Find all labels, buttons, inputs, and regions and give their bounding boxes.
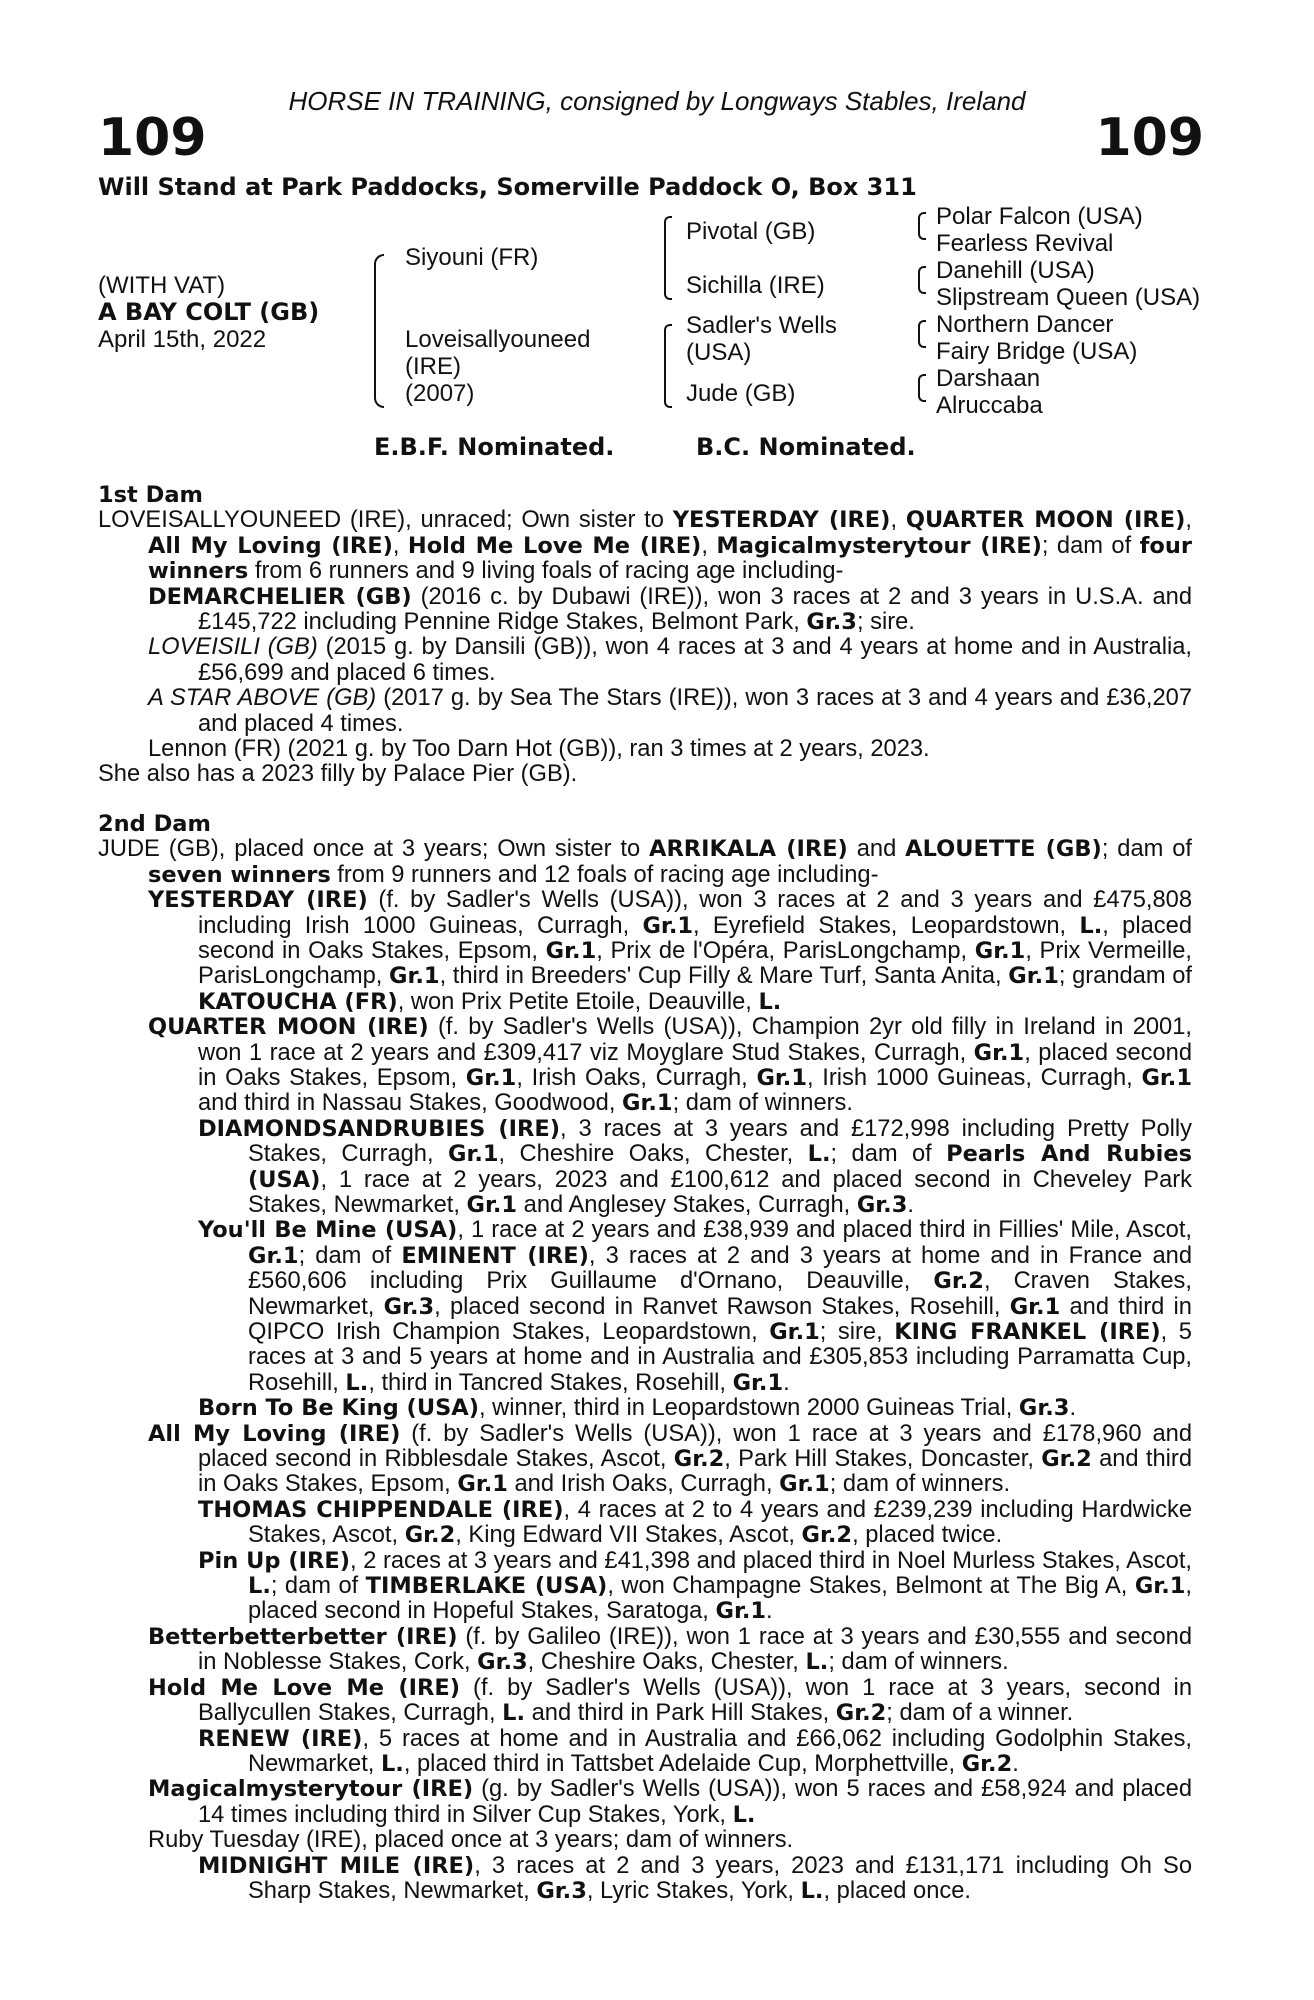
second-dam-progeny-list (98, 888, 1192, 1904)
progeny-hold-me-love-me: Hold Me Love Me (IRE) (f. by Sadler's Wells (USA)), won 1 race at 3 years, second in Ballycullen Stakes, Curragh, L. and third in Park Hill Stakes, Gr.2; dam of a winner. (148, 1674, 1192, 1727)
sds: Danehill (USA) (936, 257, 1095, 284)
progeny-betterbetterbetter: Betterbetterbetter (IRE) (f. by Galileo (IRE)), won 1 race at 3 years and £30,555 and second in Noblesse Stakes, Cork, Gr.3, Cheshire Oaks, Chester, L.; dam of winners. (148, 1623, 1192, 1676)
progeny-demarchelier: DEMARCHELIER (GB) (2016 c. by Dubawi (IRE)), won 3 races at 2 and 3 years in U.S.A. and £145,722 including Pennine Ridge Stakes, Belmont Park, Gr.3; sire. (148, 583, 1192, 636)
dam-line-2: (IRE) (405, 353, 461, 380)
progeny-pin-up: Pin Up (IRE), 2 races at 3 years and £41,398 and placed third in Noel Murless Stakes, Ascot, L.; dam of TIMBERLAKE (USA), won Champagne Stakes, Belmont at The Big A, Gr.1, placed second in Hopeful Stakes, Saratoga, Gr.1. (198, 1547, 1192, 1625)
progeny-yesterday: YESTERDAY (IRE) (f. by Sadler's Wells (USA)), won 3 races at 2 and 3 years and £475,808 including Irish 1000 Guineas, Curragh, Gr.1, Eyrefield Stakes, Leopardstown, L., placed second in Oaks Stakes, Epsom, Gr.1, Prix de l'Opéra, ParisLongchamp, Gr.1, Prix Vermeille, ParisLongchamp, Gr.1, third in Breeders' Cup Filly & Mare Turf, Santa Anita, Gr.1; grandam of KATOUCHA (FR), won Prix Petite Etoile, Deauville, L. (148, 887, 1193, 1015)
vat-note: (WITH VAT) (98, 272, 226, 299)
ssd: Fearless Revival (936, 230, 1114, 257)
lot-number-right: 109 (1095, 108, 1204, 168)
progeny-ruby-tuesday: Ruby Tuesday (IRE), placed once at 3 years; dam of winners. (148, 1827, 794, 1854)
sdd: Slipstream Queen (USA) (936, 284, 1201, 311)
progeny-magicalmysterytour: Magicalmysterytour (IRE) (g. by Sadler's Wells (USA)), won 5 races and £58,924 and placed 14 times including third in Silver Cup Stakes, York, L. (148, 1776, 1193, 1828)
progeny-all-my-loving: All My Loving (IRE) (f. by Sadler's Wells (USA)), won 1 race at 3 years and £178,960 and placed second in Ribblesdale Stakes, Ascot, Gr.2, Park Hill Stakes, Doncaster, Gr.2 and third in Oaks Stakes, Epsom, Gr.1 and Irish Oaks, Curragh, Gr.1; dam of winners. (148, 1420, 1192, 1498)
pedigree-brace-main (374, 254, 384, 408)
pedigree-brace-sd (918, 266, 926, 294)
sire-sire: Pivotal (GB) (686, 218, 816, 245)
progeny-thomas-chippendale: THOMAS CHIPPENDALE (IRE), 4 races at 2 to 4 years and £239,239 including Hardwicke Stakes, Ascot, Gr.2, King Edward VII Stakes, Ascot, Gr.2, placed twice. (198, 1496, 1192, 1549)
progeny-a-star-above: A STAR ABOVE (GB) (2017 g. by Sea The Stars (IRE)), won 3 races at 3 and 4 years and £36,207 and placed 4 times. (148, 685, 1192, 737)
dds: Darshaan (936, 365, 1041, 392)
progeny-loveisili: LOVEISILI (GB) (2015 g. by Dansili (GB)), won 4 races at 3 and 4 years at home and in Australia, £56,699 and placed 6 times. (148, 634, 1193, 686)
dam-line-3: (2007) (405, 380, 475, 407)
dam-dam: Jude (GB) (686, 380, 796, 407)
pedigree-brace-dam (664, 324, 672, 408)
progeny-lennon: Lennon (FR) (2021 g. by Too Darn Hot (GB)), ran 3 times at 2 years, 2023. (148, 736, 930, 763)
lot-number-left: 109 (98, 108, 207, 168)
bc-nomination: B.C. Nominated. (696, 433, 916, 461)
first-dam-paragraph: LOVEISALLYOUNEED (IRE), unraced; Own sister to YESTERDAY (IRE), QUARTER MOON (IRE), All My Loving (IRE), Hold Me Love Me (IRE), Magicalmysterytour (IRE); dam of four winners from 6 runners and 9 living foals of racing age including- (98, 507, 1192, 585)
ebf-nomination: E.B.F. Nominated. (374, 433, 615, 461)
dam-sire-line-1: Sadler's Wells (686, 312, 837, 339)
second-dam-paragraph: JUDE (GB), placed once at 3 years; Own sister to ARRIKALA (IRE) and ALOUETTE (GB); dam of seven winners from 9 runners and 12 foals of racing age including- (98, 836, 1193, 888)
pedigree-brace-sire (664, 216, 672, 300)
progeny-midnight-mile: MIDNIGHT MILE (IRE), 3 races at 2 and 3 years, 2023 and £131,171 including Oh So Sharp Stakes, Newmarket, Gr.3, Lyric Stakes, York, L., placed once. (198, 1852, 1192, 1904)
catalogue-body (98, 483, 1192, 1904)
consignment-line: HORSE IN TRAINING, consigned by Longways Stables, Ireland (288, 86, 1026, 116)
dam-sire-line-2: (USA) (686, 339, 752, 366)
progeny-quarter-moon: QUARTER MOON (IRE) (f. by Sadler's Wells (USA)), Champion 2yr old filly in Ireland in 2001, won 1 race at 2 years and £309,417 viz Moyglare Stud Stakes, Curragh, Gr.1, placed second in Oaks Stakes, Epsom, Gr.1, Irish Oaks, Curragh, Gr.1, Irish 1000 Guineas, Curragh, Gr.1 and third in Nassau Stakes, Goodwood, Gr.1; dam of winners. (148, 1014, 1192, 1117)
also-has-note: She also has a 2023 filly by Palace Pier (GB). (98, 761, 578, 788)
stabling-line: Will Stand at Park Paddocks, Somerville Paddock O, Box 311 (98, 173, 917, 201)
first-dam-heading: 1st Dam (98, 482, 203, 508)
pedigree-brace-ss (918, 212, 926, 240)
progeny-diamondsandrubies: DIAMONDSANDRUBIES (IRE), 3 races at 3 years and £172,998 including Pretty Polly Stakes, Curragh, Gr.1, Cheshire Oaks, Chester, L.; dam of Pearls And Rubies (USA), 1 race at 2 years, 2023 and £100,612 and placed second in Cheveley Park Stakes, Newmarket, Gr.1 and Anglesey Stakes, Curragh, Gr.3. (198, 1115, 1192, 1218)
sss: Polar Falcon (USA) (936, 203, 1143, 230)
pedigree-brace-ds (918, 320, 926, 348)
sire: Siyouni (FR) (405, 244, 539, 271)
progeny-born-to-be-king: Born To Be King (USA), winner, third in Leopardstown 2000 Guineas Trial, Gr.3. (198, 1395, 1077, 1422)
ddd: Alruccaba (936, 392, 1043, 419)
progeny-renew: RENEW (IRE), 5 races at home and in Australia and £66,062 including Godolphin Stakes, Newmarket, L., placed third in Tattsbet Adelaide Cup, Morphettville, Gr.2. (198, 1725, 1192, 1777)
sire-dam: Sichilla (IRE) (686, 272, 825, 299)
dss: Northern Dancer (936, 311, 1114, 338)
dsd: Fairy Bridge (USA) (936, 338, 1138, 365)
second-dam-heading: 2nd Dam (98, 810, 211, 837)
horse-description: A BAY COLT (GB) (98, 298, 320, 326)
foaling-date: April 15th, 2022 (98, 326, 267, 353)
dam-line-1: Loveisallyouneed (405, 326, 591, 353)
pedigree-brace-dd (918, 374, 926, 402)
progeny-youll-be-mine: You'll Be Mine (USA), 1 race at 2 years and £38,939 and placed third in Fillies' Mile, Ascot, Gr.1; dam of EMINENT (IRE), 3 races at 2 and 3 years at home and in France and £560,606 including Prix Guillaume d'Ornano, Deauville, Gr.2, Craven Stakes, Newmarket, Gr.3, placed second in Ranvet Rawson Stakes, Rosehill, Gr.1 and third in QIPCO Irish Champion Stakes, Leopardstown, Gr.1; sire, KING FRANKEL (IRE), 5 races at 3 and 5 years at home and in Australia and £305,853 including Parramatta Cup, Rosehill, L., third in Tancred Stakes, Rosehill, Gr.1. (198, 1217, 1192, 1396)
